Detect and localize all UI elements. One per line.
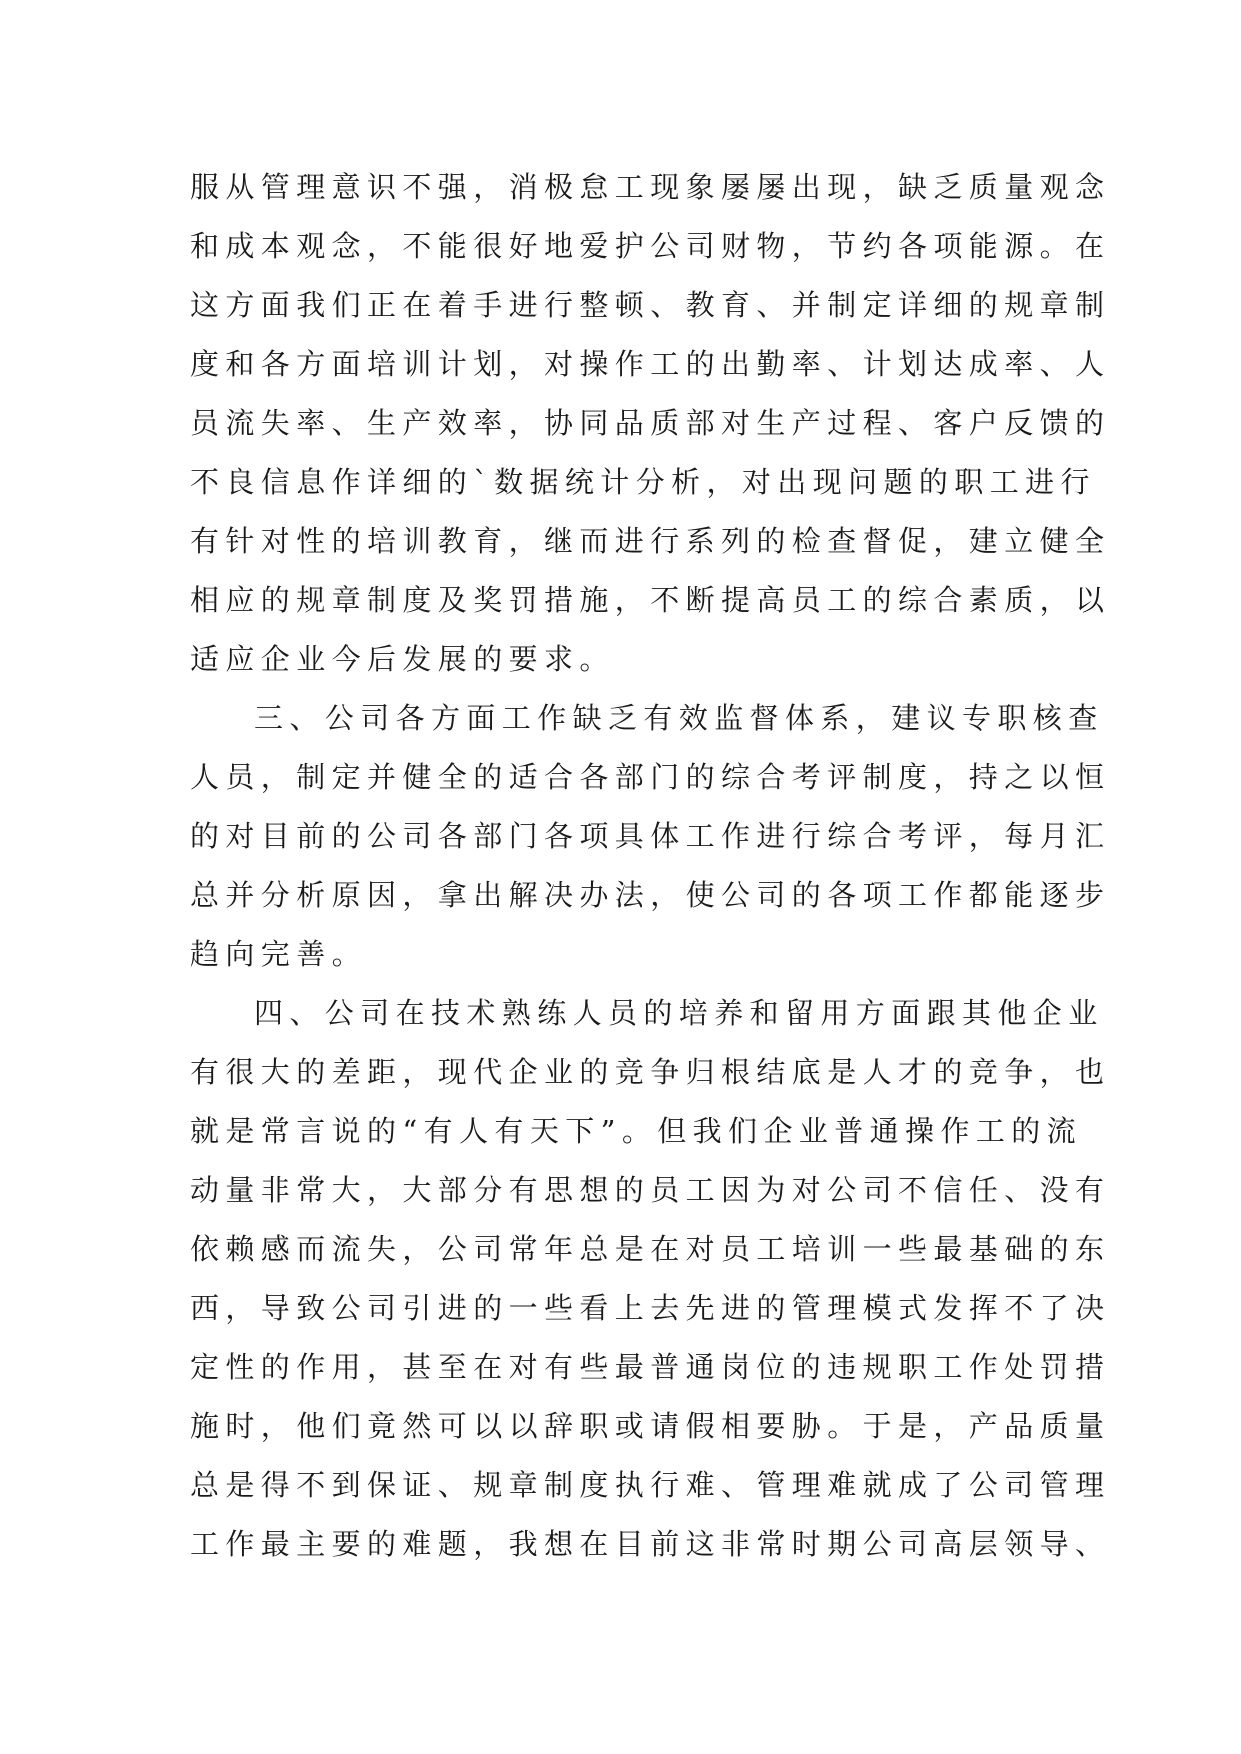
text-line: 的对目前的公司各部门各项具体工作进行综合考评，每月汇 xyxy=(190,819,1111,853)
text-line: 人员，制定并健全的适合各部门的综合考评制度，持之以恒 xyxy=(190,760,1111,794)
text-line: 就是常言说的“有人有天下”。但我们企业普通操作工的流 xyxy=(190,1114,1083,1148)
text-line: 工作最主要的难题，我想在目前这非常时期公司高层领导、 xyxy=(190,1527,1111,1561)
text-line: 西，导致公司引进的一些看上去先进的管理模式发挥不了决 xyxy=(190,1291,1111,1325)
text-line: 动量非常大，大部分有思想的员工因为对公司不信任、没有 xyxy=(190,1173,1111,1207)
text-line: 相应的规章制度及奖罚措施，不断提高员工的综合素质，以 xyxy=(190,583,1111,617)
text-line: 有很大的差距，现代企业的竞争归根结底是人才的竞争，也 xyxy=(190,1055,1111,1089)
text-line: 有针对性的培训教育，继而进行系列的检查督促，建立健全 xyxy=(190,524,1111,558)
text-line: 度和各方面培训计划，对操作工的出勤率、计划达成率、人 xyxy=(190,347,1111,381)
text-line: 趋向完善。 xyxy=(190,937,368,971)
text-line: 这方面我们正在着手进行整顿、教育、并制定详细的规章制 xyxy=(190,288,1111,322)
text-line: 适应企业今后发展的要求。 xyxy=(190,642,615,676)
text-line: 总是得不到保证、规章制度执行难、管理难就成了公司管理 xyxy=(190,1468,1111,1502)
text-line: 总并分析原因，拿出解决办法，使公司的各项工作都能逐步 xyxy=(190,878,1111,912)
paragraph-start-line: 三、公司各方面工作缺乏有效监督体系，建议专职核查 xyxy=(254,701,1104,735)
text-line: 施时，他们竟然可以以辞职或请假相要胁。于是，产品质量 xyxy=(190,1409,1111,1443)
text-line: 依赖感而流失，公司常年总是在对员工培训一些最基础的东 xyxy=(190,1232,1111,1266)
document-body xyxy=(190,158,1111,1574)
text-line: 员流失率、生产效率，协同品质部对生产过程、客户反馈的 xyxy=(190,406,1111,440)
paragraph-start-line: 四、公司在技术熟练人员的培养和留用方面跟其他企业 xyxy=(254,996,1104,1030)
text-line: 服从管理意识不强，消极怠工现象屡屡出现，缺乏质量观念 xyxy=(190,170,1111,204)
text-line: 和成本观念，不能很好地爱护公司财物，节约各项能源。在 xyxy=(190,229,1111,263)
text-line: 定性的作用，甚至在对有些最普通岗位的违规职工作处罚措 xyxy=(190,1350,1111,1384)
text-line: 不良信息作详细的`数据统计分析，对出现问题的职工进行 xyxy=(190,465,1096,499)
